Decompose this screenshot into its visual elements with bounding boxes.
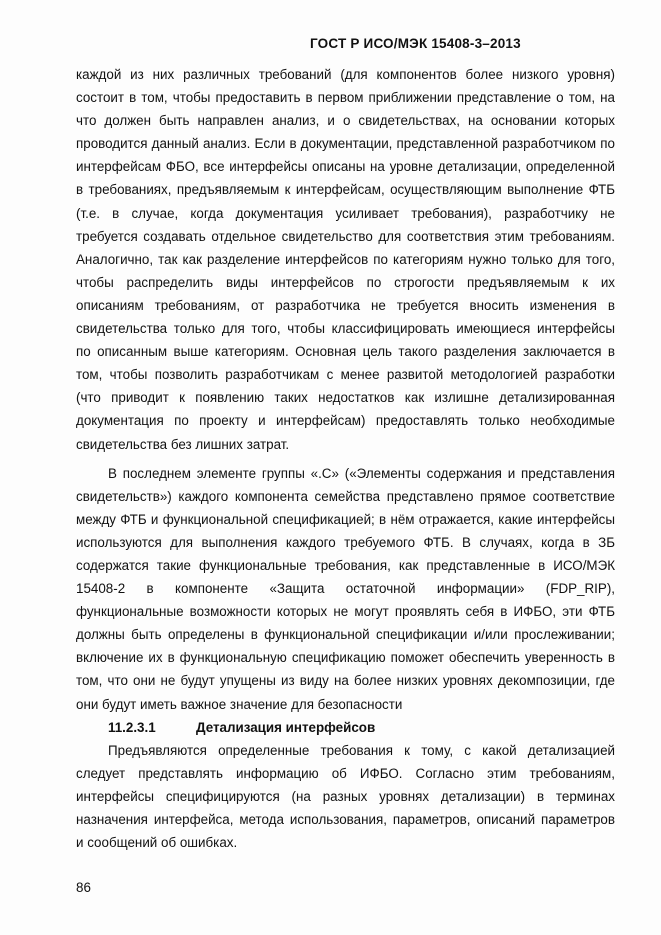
text-line: следует представлять информацию об ИФБО. Согласно этим требованиям,: [76, 765, 615, 781]
text-line: они будут иметь важное значение для безопасности: [76, 696, 403, 712]
text-line: свидетельств») каждого компонента семейства представлено прямое соответствие: [76, 488, 615, 504]
text-line: должны быть определены в функциональной спецификации и/или прослеживании;: [76, 627, 615, 643]
text-line: свидетельства только для того, чтобы классифицировать имеющиеся интерфейсы: [76, 321, 615, 337]
text-line: том, чтобы позволить разработчикам с менее развитой методологией разработки: [76, 367, 615, 383]
text-line: в требованиях, предъявляемым к интерфейсам, осуществляющим выполнение ФТБ: [76, 182, 615, 198]
text-line: свидетельства без лишних затрат.: [76, 436, 290, 452]
text-line: по описанным выше категориям. Основная цель такого разделения заключается в: [76, 344, 615, 360]
text-line: что должен быть направлен анализ, и о свидетельствах, на основании которых: [76, 113, 615, 129]
text-line: (т.е. в случае, когда документация усиливает требования), разработчику не: [76, 205, 615, 221]
text-line: В последнем элементе группы «.C» («Элементы содержания и представления: [108, 465, 615, 481]
text-line: каждой из них различных требований (для компонентов более низкого уровня): [76, 67, 615, 82]
text-line: требуется создавать отдельное свидетельство для соответствия этим требованиям.: [76, 228, 615, 244]
text-line: интерфейсы специфицируются (на разных уровнях детализации) в терминах: [76, 788, 615, 804]
text-line: интерфейсам ФБО, все интерфейсы описаны на уровне детализации, определенной: [76, 159, 615, 175]
body-text: [76, 63, 615, 854]
text-line: назначения интерфейса, метода использования, параметров, описаний параметров: [76, 812, 615, 827]
text-line: чтобы распределить виды интерфейсов по строгости предъявляемым к их: [76, 274, 615, 290]
text-line: проводится данный анализ. Если в документации, представленной разработчиком по: [76, 136, 615, 152]
paragraph-3: [76, 739, 615, 854]
text-line: 15408-2 в компоненте «Защита остаточной информации» (FDP_RIP),: [76, 581, 615, 597]
document-header: ГОСТ Р ИСО/МЭК 15408-3–2013: [310, 36, 521, 51]
section-heading: [76, 716, 615, 739]
section-number: 11.2.3.1: [108, 719, 156, 735]
section-title: Детализация интерфейсов: [196, 719, 376, 735]
text-line: Аналогично, так как разделение интерфейсов по категориям нужно только для того,: [76, 251, 615, 267]
text-line: включение их в функциональную спецификацию поможет обеспечить уверенность в: [76, 650, 615, 666]
text-line: и сообщений об ошибках.: [76, 835, 238, 851]
text-line: Предъявляются определенные требования к тому, с какой детализацией: [108, 742, 615, 758]
text-line: (что приводит к появлению таких недостатков как излишне детализированная: [76, 390, 615, 406]
paragraph-2: [76, 462, 615, 716]
text-line: между ФТБ и функциональной спецификацией; в нём отражается, какие интерфейсы: [76, 511, 615, 527]
page-number: 86: [76, 880, 91, 895]
text-line: документация по проекту и интерфейсам) предоставлять только необходимые: [76, 413, 615, 429]
text-line: функциональные возможности которых не могут проявлять себя в ИФБО, эти ФТБ: [76, 604, 615, 620]
text-line: том, что они не будут упущены из виду на более низких уровнях декомпозиции, где: [76, 673, 615, 689]
text-line: описаниям требованиям, от разработчика не требуется вносить изменения в: [76, 297, 615, 313]
text-line: состоит в том, чтобы предоставить в первом приближении представление о том, на: [76, 90, 615, 106]
paragraph-1: [76, 63, 615, 456]
text-line: используются для выполнения каждого требуемого ФТБ. В случаях, когда в ЗБ: [76, 534, 615, 550]
text-line: содержатся такие функциональные требования, как представленные в ИСО/МЭК: [76, 557, 615, 573]
